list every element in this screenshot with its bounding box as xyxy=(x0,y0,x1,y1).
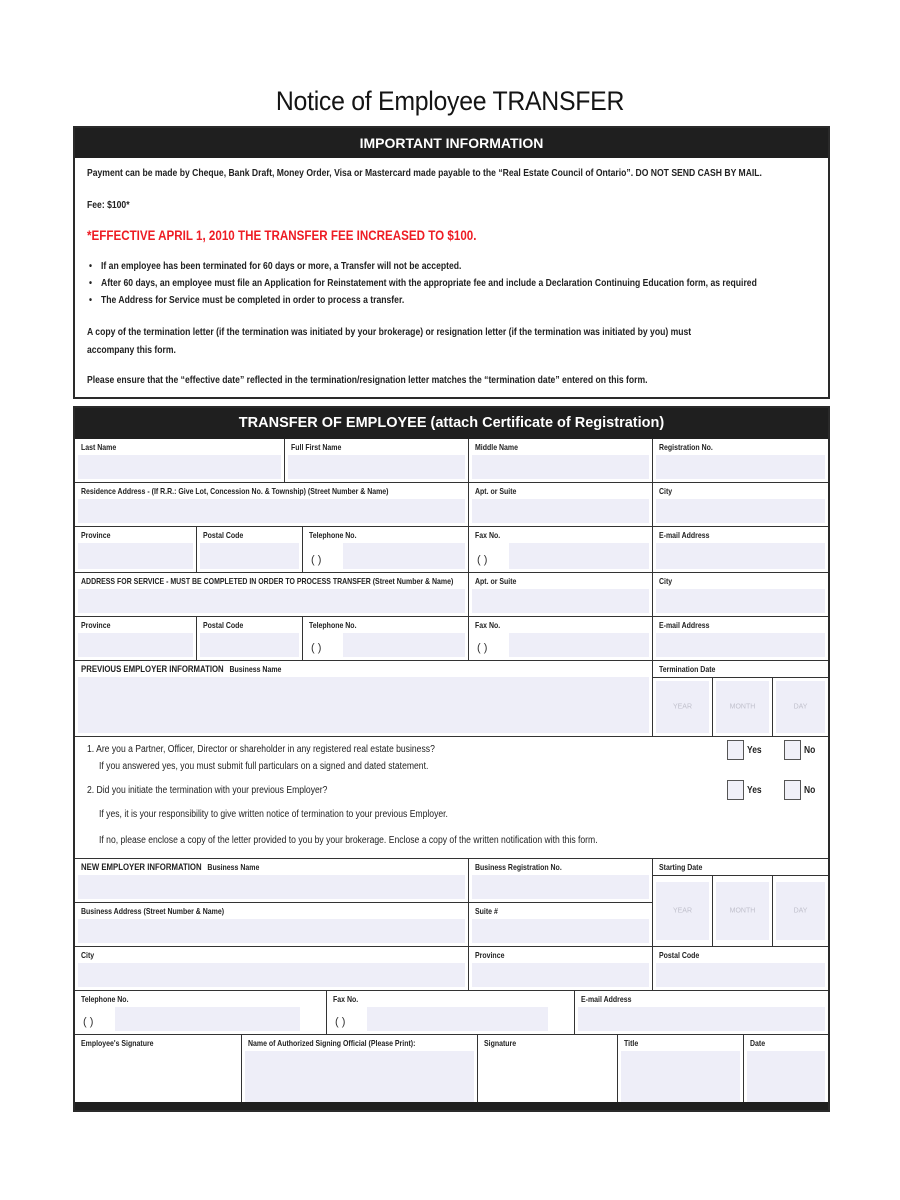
new-city-input[interactable] xyxy=(78,963,465,987)
termination-date-label: Termination Date xyxy=(659,664,716,674)
new-province-cell xyxy=(469,947,653,991)
business-registration-input[interactable] xyxy=(472,875,649,899)
employee-signature-cell xyxy=(75,1035,242,1104)
fax-label: Fax No. xyxy=(475,530,501,540)
new-postal-code-label: Postal Code xyxy=(659,950,700,960)
service-email-input[interactable] xyxy=(656,633,825,657)
apt-suite-input[interactable] xyxy=(472,499,649,523)
email-input[interactable] xyxy=(656,543,825,569)
employee-signature-label: Employee's Signature xyxy=(81,1038,154,1048)
postal-code-label: Postal Code xyxy=(203,530,244,540)
previous-employer-label xyxy=(81,664,281,675)
service-apt-suite-label: Apt. or Suite xyxy=(475,576,517,586)
question-2-no-checkbox[interactable] xyxy=(784,780,801,800)
new-city-label: City xyxy=(81,950,95,960)
service-province-cell xyxy=(75,617,197,661)
question-2-note-no: If no, please enclose a copy of the letter provided to you by your brokerage. Enclose a copy of the written notification with this form. xyxy=(99,835,598,846)
new-fax-input[interactable] xyxy=(367,1007,548,1031)
service-province-input[interactable] xyxy=(78,633,193,657)
new-email-input[interactable] xyxy=(578,1007,825,1031)
telephone-label: Telephone No. xyxy=(309,530,357,540)
service-fax-input[interactable] xyxy=(509,633,649,657)
previous-business-name-label: Business Name xyxy=(229,664,282,674)
middle-name-input[interactable] xyxy=(472,455,649,479)
signature-area[interactable] xyxy=(481,1051,614,1104)
important-information-section xyxy=(73,126,830,399)
postal-code-cell xyxy=(197,527,303,573)
question-1: 1. Are you a Partner, Officer, Director or shareholder in any registered real estate business? xyxy=(87,744,435,755)
date-cell xyxy=(744,1035,828,1104)
page-title: Notice of Employee TRANSFER xyxy=(275,86,625,116)
area-code-parens: ( ) xyxy=(477,554,488,566)
copy-note-line2: accompany this form. xyxy=(87,345,176,356)
new-province-label: Province xyxy=(475,950,505,960)
new-city-cell xyxy=(75,947,469,991)
authorized-official-input[interactable] xyxy=(245,1051,474,1104)
first-name-input[interactable] xyxy=(288,455,465,479)
transfer-header: TRANSFER OF EMPLOYEE (attach Certificate of Registration) xyxy=(75,408,828,439)
termination-date-header xyxy=(653,661,828,678)
service-fax-label: Fax No. xyxy=(475,620,501,630)
registration-no-input[interactable] xyxy=(656,455,825,479)
termination-month-cell xyxy=(713,678,773,737)
service-postal-code-cell xyxy=(197,617,303,661)
service-fax-cell xyxy=(469,617,653,661)
service-city-cell xyxy=(653,573,828,617)
form-bottom-bar xyxy=(75,1102,828,1110)
date-input[interactable] xyxy=(747,1051,825,1104)
signature-cell xyxy=(478,1035,618,1104)
starting-month-cell xyxy=(713,876,773,947)
question-1-no-label: No xyxy=(804,745,816,756)
area-code-parens: ( ) xyxy=(311,642,322,654)
new-employer-label xyxy=(81,862,259,873)
copy-note-line1: A copy of the termination letter (if the termination was initiated by your brokerage) or resignation letter (if the termination was initiated by you) must xyxy=(87,327,692,338)
residence-address-label: Residence Address - (If R.R.: Give Lot, Concession No. & Township) (Street Number & Name) xyxy=(81,486,389,496)
area-code-parens: ( ) xyxy=(335,1016,346,1028)
authorized-official-cell xyxy=(242,1035,478,1104)
province-cell xyxy=(75,527,197,573)
starting-day-input[interactable]: DAY xyxy=(776,882,825,940)
new-telephone-input[interactable] xyxy=(115,1007,300,1031)
address-for-service-label: ADDRESS FOR SERVICE - MUST BE COMPLETED IN ORDER TO PROCESS TRANSFER (Street Number & Name) xyxy=(81,576,454,586)
fee-notice: *EFFECTIVE APRIL 1, 2010 THE TRANSFER FEE INCREASED TO $100. xyxy=(87,228,477,243)
termination-day-input[interactable]: DAY xyxy=(776,681,825,733)
area-code-parens: ( ) xyxy=(311,554,322,566)
new-postal-code-cell xyxy=(653,947,828,991)
previous-employer-heading: PREVIOUS EMPLOYER INFORMATION xyxy=(81,664,224,675)
question-2-note-yes: If yes, it is your responsibility to give written notice of termination to your previous Employer. xyxy=(99,809,448,820)
starting-month-input[interactable]: MONTH xyxy=(716,882,769,940)
employee-signature-area[interactable] xyxy=(78,1051,238,1104)
starting-date-header xyxy=(653,859,828,876)
new-province-input[interactable] xyxy=(472,963,649,987)
suite-input[interactable] xyxy=(472,919,649,943)
service-province-label: Province xyxy=(81,620,111,630)
address-for-service-input[interactable] xyxy=(78,589,465,613)
important-information-header: IMPORTANT INFORMATION xyxy=(75,128,828,158)
middle-name-cell xyxy=(469,439,653,483)
business-address-label: Business Address (Street Number & Name) xyxy=(81,906,225,916)
last-name-label: Last Name xyxy=(81,442,117,452)
termination-year-input[interactable]: YEAR xyxy=(656,681,709,733)
residence-address-cell xyxy=(75,483,469,527)
last-name-cell xyxy=(75,439,285,483)
service-apt-suite-input[interactable] xyxy=(472,589,649,613)
previous-business-name-input[interactable] xyxy=(78,677,649,733)
new-employer-cell xyxy=(75,859,469,903)
transfer-of-employee-section xyxy=(73,406,830,1112)
business-registration-cell xyxy=(469,859,653,903)
apt-suite-cell xyxy=(469,483,653,527)
area-code-parens: ( ) xyxy=(83,1016,94,1028)
questions-block xyxy=(75,737,828,859)
termination-month-input[interactable]: MONTH xyxy=(716,681,769,733)
title-input[interactable] xyxy=(621,1051,740,1104)
new-fax-cell xyxy=(327,991,575,1035)
service-email-label: E-mail Address xyxy=(659,620,710,630)
city-label: City xyxy=(659,486,673,496)
payment-text: Payment can be made by Cheque, Bank Draft, Money Order, Visa or Mastercard made payable to the “Real Estate Council of Ontario”. DO NOT SEND CASH BY MAIL. xyxy=(87,168,762,179)
province-label: Province xyxy=(81,530,111,540)
business-address-cell xyxy=(75,903,469,947)
middle-name-label: Middle Name xyxy=(475,442,518,452)
new-business-name-label: Business Name xyxy=(207,862,260,872)
service-telephone-input[interactable] xyxy=(343,633,465,657)
service-telephone-label: Telephone No. xyxy=(309,620,357,630)
question-2-yes-label: Yes xyxy=(747,785,762,796)
termination-year-cell xyxy=(653,678,713,737)
telephone-cell xyxy=(303,527,469,573)
starting-year-cell xyxy=(653,876,713,947)
starting-date-label: Starting Date xyxy=(659,862,703,872)
telephone-input[interactable] xyxy=(343,543,465,569)
question-1-yes-checkbox[interactable] xyxy=(727,740,744,760)
new-email-label: E-mail Address xyxy=(581,994,632,1004)
question-2-no-label: No xyxy=(804,785,816,796)
previous-employer-cell xyxy=(75,661,653,737)
new-business-name-input[interactable] xyxy=(78,875,465,899)
bullet-item: • If an employee has been terminated for 60 days or more, a Transfer will not be accepted. xyxy=(89,261,461,272)
termination-day-cell xyxy=(773,678,828,737)
service-city-label: City xyxy=(659,576,673,586)
new-employer-heading: NEW EMPLOYER INFORMATION xyxy=(81,862,202,873)
question-1-yes-label: Yes xyxy=(747,745,762,756)
authorized-official-label: Name of Authorized Signing Official (Please Print): xyxy=(248,1038,416,1048)
residence-address-input[interactable] xyxy=(78,499,465,523)
service-apt-suite-cell xyxy=(469,573,653,617)
question-2: 2. Did you initiate the termination with your previous Employer? xyxy=(87,785,328,796)
province-input[interactable] xyxy=(78,543,193,569)
postal-code-input[interactable] xyxy=(200,543,299,569)
fax-input[interactable] xyxy=(509,543,649,569)
bullet-item: • The Address for Service must be completed in order to process a transfer. xyxy=(89,295,404,306)
city-input[interactable] xyxy=(656,499,825,523)
fax-cell xyxy=(469,527,653,573)
question-1-note: If you answered yes, you must submit full particulars on a signed and dated statement. xyxy=(99,761,429,772)
address-for-service-cell xyxy=(75,573,469,617)
business-registration-label: Business Registration No. xyxy=(475,862,562,872)
service-email-cell xyxy=(653,617,828,661)
starting-year-input[interactable]: YEAR xyxy=(656,882,709,940)
title-cell xyxy=(618,1035,744,1104)
fee-text: Fee: $100* xyxy=(87,200,130,211)
new-telephone-cell xyxy=(75,991,327,1035)
suite-label: Suite # xyxy=(475,906,498,916)
bullet-item: • After 60 days, an employee must file an Application for Reinstatement with the appropriate fee and include a Declaration Continuing Education form, as required xyxy=(89,278,757,289)
suite-cell xyxy=(469,903,653,947)
new-fax-label: Fax No. xyxy=(333,994,359,1004)
first-name-label: Full First Name xyxy=(291,442,342,452)
service-postal-code-label: Postal Code xyxy=(203,620,244,630)
new-postal-code-input[interactable] xyxy=(656,963,825,987)
registration-no-cell xyxy=(653,439,828,483)
service-city-input[interactable] xyxy=(656,589,825,613)
signature-label: Signature xyxy=(484,1038,517,1048)
title-label: Title xyxy=(624,1038,639,1048)
area-code-parens: ( ) xyxy=(477,642,488,654)
last-name-input[interactable] xyxy=(78,455,281,479)
city-cell xyxy=(653,483,828,527)
business-address-input[interactable] xyxy=(78,919,465,943)
question-2-yes-checkbox[interactable] xyxy=(727,780,744,800)
ensure-note: Please ensure that the “effective date” reflected in the termination/resignation letter matches the “termination date” entered on this form. xyxy=(87,375,648,386)
registration-no-label: Registration No. xyxy=(659,442,713,452)
date-label: Date xyxy=(750,1038,766,1048)
service-postal-code-input[interactable] xyxy=(200,633,299,657)
service-telephone-cell xyxy=(303,617,469,661)
email-cell xyxy=(653,527,828,573)
first-name-cell xyxy=(285,439,469,483)
question-1-no-checkbox[interactable] xyxy=(784,740,801,760)
new-email-cell xyxy=(575,991,828,1035)
apt-suite-label: Apt. or Suite xyxy=(475,486,517,496)
email-label: E-mail Address xyxy=(659,530,710,540)
new-telephone-label: Telephone No. xyxy=(81,994,129,1004)
starting-day-cell xyxy=(773,876,828,947)
